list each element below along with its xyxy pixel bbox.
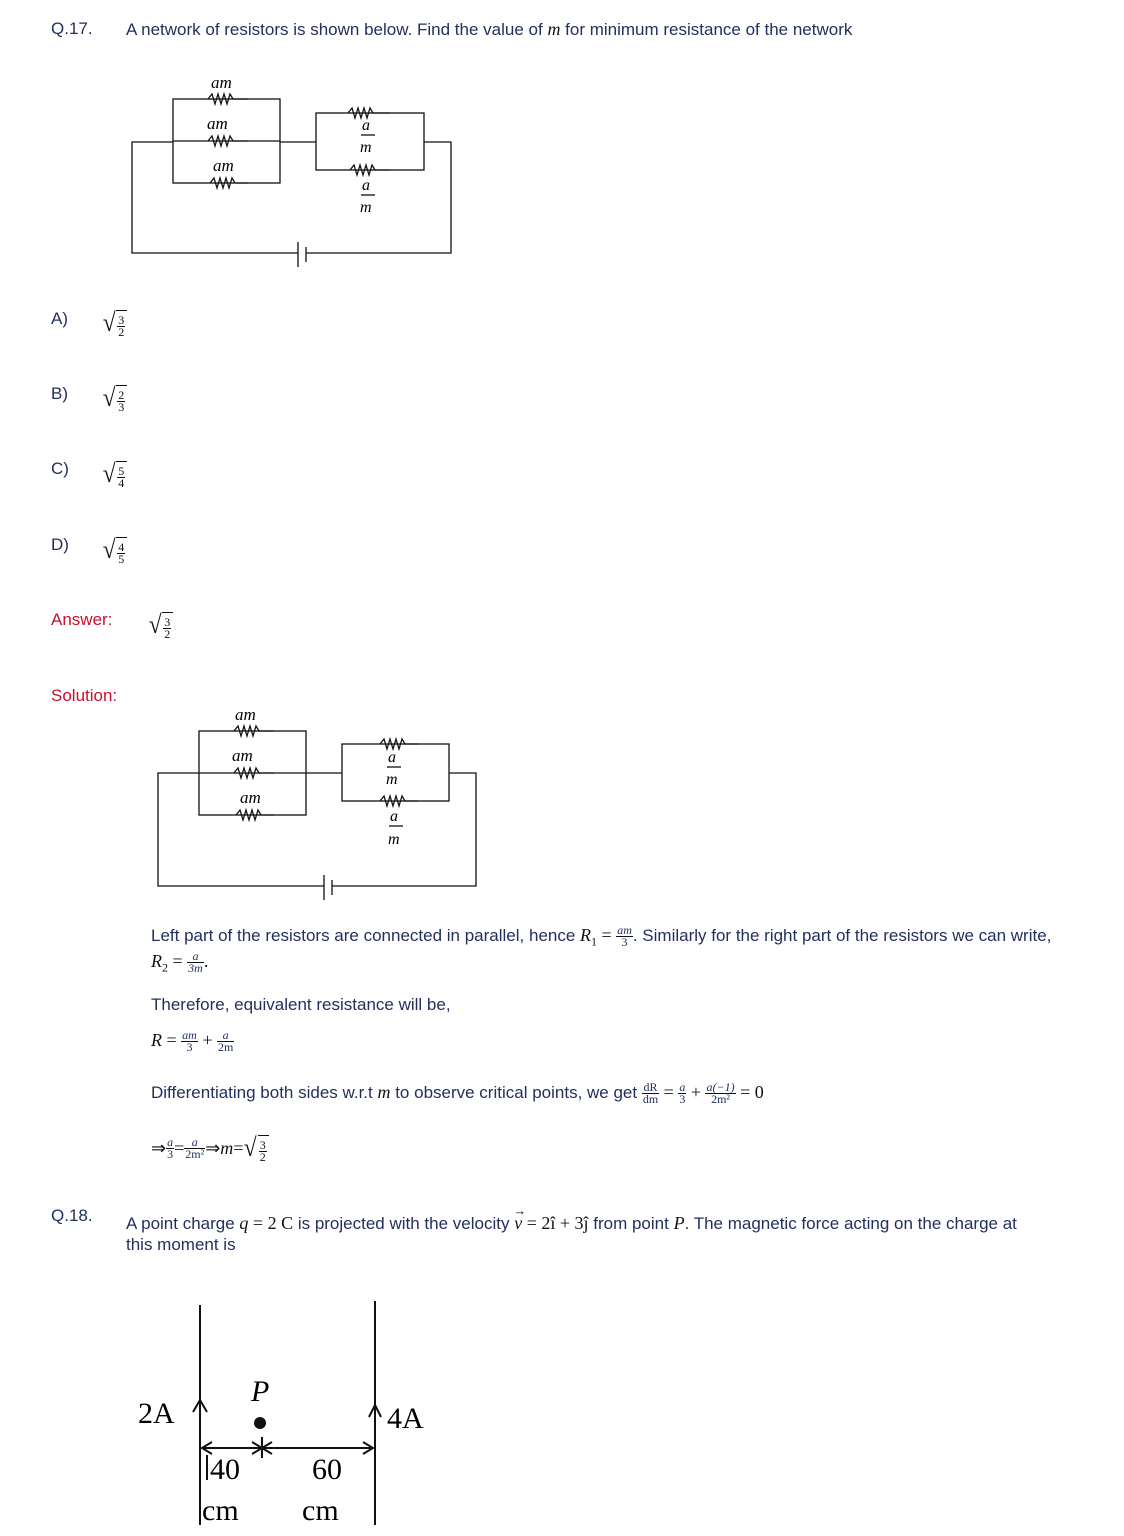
option-d-label[interactable]: D): [51, 535, 69, 554]
wires-diagram: [130, 1295, 450, 1530]
resistor-label-num: a: [388, 749, 396, 766]
question-text-line-2: this moment is: [126, 1235, 236, 1254]
solution-paragraph-2: Therefore, equivalent resistance will be,: [151, 995, 451, 1014]
question-text-part: for minimum resistance of the network: [560, 20, 853, 39]
resistor-label: am: [211, 73, 232, 92]
distance-1-value: 40: [210, 1453, 240, 1486]
answer-label: Answer:: [51, 610, 113, 629]
resistor-label: am: [240, 788, 261, 807]
point-p-label: P: [251, 1375, 270, 1408]
solution-label: Solution:: [51, 686, 118, 705]
resistor-label: am: [207, 114, 228, 133]
resistor-label-den: m: [360, 139, 372, 156]
resistor-label-num: a: [362, 117, 370, 134]
resistor-label: am: [232, 746, 253, 765]
resistor-label: am: [213, 156, 234, 175]
resistor-label-den: m: [360, 199, 372, 216]
resistor-label-den: m: [386, 771, 398, 788]
option-a-value[interactable]: √ $\frac{3}{2}$: [102, 306, 127, 340]
solution-r2: $R_2$ = $\frac{a}{3m}$ .: [151, 949, 209, 976]
point-p-dot: [254, 1417, 266, 1429]
resistor-label-num: a: [362, 177, 370, 194]
solution-equation-r: R = $\frac{am}{3}$ + $\frac{a}{2m}$: [151, 1028, 234, 1055]
solution-paragraph-3: Differentiating both sides w.r.t m to observe critical points, we get $\frac{dR}{dm}$ = $\frac{a}{3}$ + $\frac{a(-1)}{\text{2m²}}$ = 0: [151, 1080, 764, 1107]
resistor-label: am: [235, 705, 256, 724]
answer-value: √ $\frac{3}{2}$: [148, 608, 173, 642]
option-c-value[interactable]: √ $\frac{5}{4}$: [102, 457, 127, 491]
variable-m: m: [547, 19, 561, 39]
left-current-label: 2A: [138, 1397, 175, 1430]
solution-final: ⇒ $\frac{a}{3}$ = $\frac{a}{\text{2m²}}$ ⇒ m = √ $\frac{3}{2}$: [151, 1131, 269, 1165]
distance-2-value: 60: [312, 1453, 342, 1486]
distance-2-unit: cm: [302, 1494, 339, 1527]
circuit-diagram-solution: [146, 701, 491, 906]
resistor-label-num: a: [390, 808, 398, 825]
solution-paragraph-1: Left part of the resistors are connected in parallel, hence $R_1$ = $\frac{am}{3}$ . Similarly for the right part of the resistors we can write,: [151, 923, 1052, 950]
question-text: A point charge q = 2 C is projected with the velocity → v = 2î + 3ĵ from point P. The magnetic force acting on the charge at: [126, 1203, 1017, 1233]
option-a-label[interactable]: A): [51, 309, 68, 328]
question-text: [126, 19, 852, 40]
question-number: Q.17.: [51, 19, 93, 38]
question-number: Q.18.: [51, 1206, 93, 1225]
right-current-label: 4A: [387, 1402, 424, 1435]
option-c-label[interactable]: C): [51, 459, 69, 478]
distance-1-unit: cm: [202, 1494, 239, 1527]
option-b-label[interactable]: B): [51, 384, 68, 403]
option-d-value[interactable]: √ $\frac{4}{5}$: [102, 533, 127, 567]
resistor-label-den: m: [388, 831, 400, 848]
question-text-part: A network of resistors is shown below. Find the value of: [126, 20, 548, 39]
circuit-diagram-question: [120, 70, 465, 275]
option-b-value[interactable]: √ $\frac{2}{3}$: [102, 381, 127, 415]
